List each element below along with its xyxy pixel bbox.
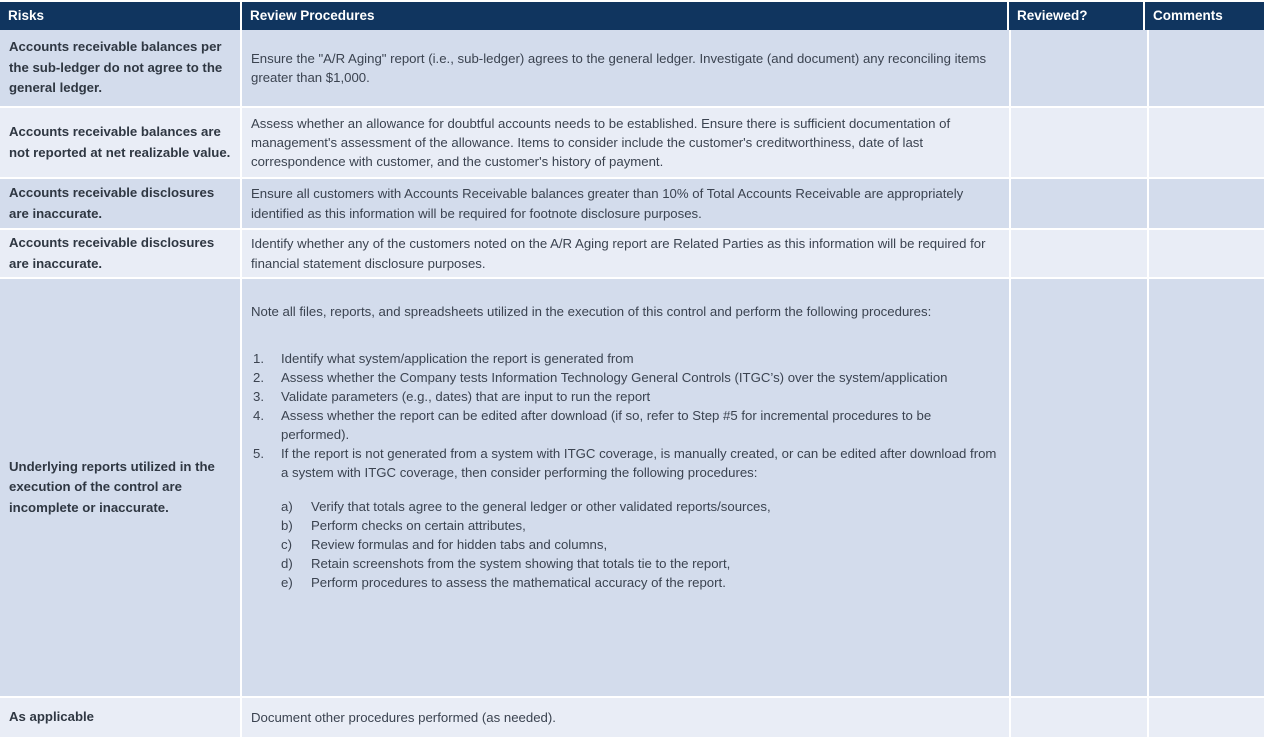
procedure-cell: Ensure all customers with Accounts Receivable balances greater than 10% of Total Accounts Receivable are appropriately identified as this information will be required for footnote disclosure purposes.: [242, 179, 1009, 228]
column-header-risks: Risks: [0, 2, 240, 30]
risk-cell: Accounts receivable disclosures are inaccurate.: [0, 179, 240, 228]
list-marker: 2.: [253, 369, 264, 385]
reviewed-cell[interactable]: [1011, 179, 1147, 228]
risk-cell: Underlying reports utilized in the execution of the control are incomplete or inaccurate.: [0, 279, 240, 696]
comments-cell[interactable]: [1149, 279, 1264, 696]
sublist-spacer: [251, 483, 1001, 497]
comments-cell[interactable]: [1149, 698, 1264, 737]
table-row: [0, 230, 1264, 279]
procedure-intro-text: Note all files, reports, and spreadsheets utilized in the execution of this control and perform the following procedures:: [251, 304, 932, 320]
comments-cell[interactable]: [1149, 179, 1264, 228]
table-row: [0, 279, 1264, 698]
reviewed-cell[interactable]: [1011, 230, 1147, 277]
list-spacer: [251, 335, 1001, 349]
list-item: [251, 349, 1001, 368]
table-row: [0, 108, 1264, 179]
risk-cell: Accounts receivable balances are not reported at net realizable value.: [0, 108, 240, 177]
list-item: [281, 497, 1001, 516]
list-item: [251, 444, 1001, 482]
procedure-cell: Document other procedures performed (as needed).: [242, 698, 1009, 737]
list-item-text: Assess whether the Company tests Information Technology General Controls (ITGC’s) over the system/application: [281, 369, 948, 385]
risk-cell: Accounts receivable balances per the sub-ledger do not agree to the general ledger.: [0, 30, 240, 106]
list-item: [281, 554, 1001, 573]
list-item: [251, 368, 1001, 387]
comments-cell[interactable]: [1149, 30, 1264, 106]
column-header-comments: Comments: [1145, 2, 1264, 30]
reviewed-cell[interactable]: [1011, 30, 1147, 106]
list-item-text: Retain screenshots from the system showing that totals tie to the report,: [311, 555, 731, 571]
procedure-cell: Ensure the "A/R Aging" report (i.e., sub-ledger) agrees to the general ledger. Investigate (and document) any reconciling items greater than $1,000.: [242, 30, 1009, 106]
list-marker: 1.: [253, 350, 264, 366]
reviewed-cell[interactable]: [1011, 279, 1147, 696]
list-item-text: Validate parameters (e.g., dates) that are input to run the report: [281, 388, 651, 404]
list-item-text: Review formulas and for hidden tabs and columns,: [311, 536, 608, 552]
list-item: [251, 387, 1001, 406]
list-marker: c): [281, 536, 292, 552]
reviewed-cell[interactable]: [1011, 108, 1147, 177]
list-marker: d): [281, 555, 293, 571]
numbered-procedure-list: [251, 349, 1001, 483]
list-marker: 3.: [253, 388, 264, 404]
list-marker: b): [281, 517, 293, 533]
list-item-text: Verify that totals agree to the general ledger or other validated reports/sources,: [311, 498, 771, 514]
list-item-text: Perform procedures to assess the mathematical accuracy of the report.: [311, 575, 726, 591]
procedure-cell: [242, 279, 1009, 696]
lettered-procedure-list: [251, 497, 1001, 593]
list-marker: a): [281, 498, 293, 514]
procedure-cell: Identify whether any of the customers noted on the A/R Aging report are Related Parties as this information will be required for financial statement disclosure purposes.: [242, 230, 1009, 277]
risk-cell: As applicable: [0, 698, 240, 737]
list-item-text: Identify what system/application the report is generated from: [281, 350, 634, 366]
comments-cell[interactable]: [1149, 108, 1264, 177]
table-header-row: [0, 0, 1264, 30]
list-item: [281, 516, 1001, 535]
list-item: [281, 535, 1001, 554]
reviewed-cell[interactable]: [1011, 698, 1147, 737]
list-item: [281, 573, 1001, 592]
table-row: [0, 698, 1264, 739]
list-marker: e): [281, 575, 293, 591]
table-row: [0, 179, 1264, 230]
table-body: [0, 30, 1264, 739]
list-item-text: If the report is not generated from a system with ITGC coverage, is manually created, or can be edited after download from a system with ITGC coverage, then consider performing the following procedures:: [281, 446, 997, 481]
list-marker: 4.: [253, 407, 264, 423]
comments-cell[interactable]: [1149, 230, 1264, 277]
table-row: [0, 30, 1264, 108]
list-item: [251, 406, 1001, 444]
column-header-reviewed: Reviewed?: [1009, 2, 1143, 30]
procedure-cell: Assess whether an allowance for doubtful accounts needs to be established. Ensure there is sufficient documentation of management's assessment of the allowance. Items to consider include the customer's creditworthiness, date of last correspondence with customer, and the customer's history of payment.: [242, 108, 1009, 177]
risk-cell: Accounts receivable disclosures are inaccurate.: [0, 230, 240, 277]
column-header-review-procedures: Review Procedures: [242, 2, 1007, 30]
list-marker: 5.: [253, 446, 264, 462]
list-item-text: Assess whether the report can be edited after download (if so, refer to Step #5 for incremental procedures to be performed).: [281, 407, 932, 443]
list-item-text: Perform checks on certain attributes,: [311, 517, 526, 533]
